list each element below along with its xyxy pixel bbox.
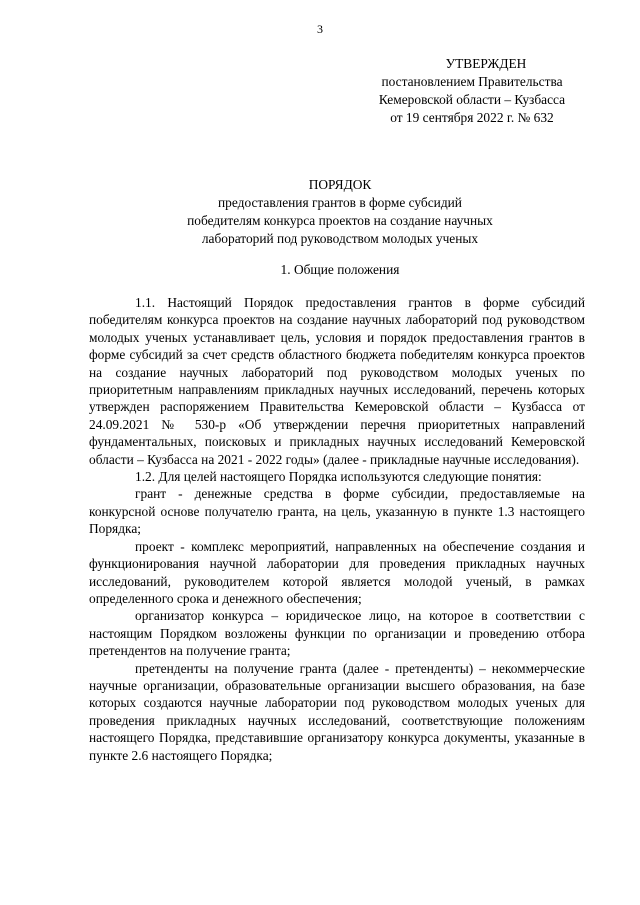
document-subtitle-line-1: предоставления грантов в форме субсидий [218, 195, 462, 210]
approval-line-2: Кемеровской области – Кузбасса [378, 92, 566, 107]
page-number: 3 [317, 22, 323, 36]
definition-organizer: организатор конкурса – юридическое лицо, на которое в соответствии с настоящим Порядком возложены функции по организации и проведению отбора претендентов на получение гранта; [89, 608, 585, 659]
approval-line-3: от 19 сентября 2022 г. № 632 [390, 110, 554, 125]
approval-title: УТВЕРЖДЕН [445, 56, 527, 71]
paragraph-1-2: 1.2. Для целей настоящего Порядка используются следующие понятия: [135, 469, 542, 485]
approval-stamp [352, 55, 592, 127]
section-body [89, 294, 585, 764]
definition-project: проект - комплекс мероприятий, направленных на обеспечение создания и функционирования научной лаборатории для проведения прикладных научных исследований, руководителем которой является молодой ученый, в рамках определенного срока и денежного обеспечения; [89, 538, 585, 606]
document-subtitle-line-3: лабораторий под руководством молодых ученых [201, 231, 479, 246]
definition-grant: грант - денежные средства в форме субсидии, предоставляемые на конкурсной основе получателю гранта, на цель, указанную в пункте 1.3 настоящего Порядка; [89, 486, 585, 537]
paragraph-1-1: 1.1. Настоящий Порядок предоставления грантов в форме субсидий победителям конкурса проектов на создание научных лабораторий под руководством молодых ученых устанавливает цель, условия и порядок предоставления грантов в форме субсидий за счет средств областного бюджета победителям конкурса проектов на создание научных лабораторий под руководством молодых ученых по приоритетным направлениям прикладных научных исследований, перечень которых утвержден распоряжением Правительства Кемеровской области – Кузбасса от 24.09.2021 № 530-р «Об утверждении перечня приоритетных направлений фундаментальных, поисковых и прикладных научных исследований Кемеровской области – Кузбасса на 2021 - 2022 годы» (далее - прикладные научные исследования). [89, 295, 585, 467]
definition-applicants: претенденты на получение гранта (далее - претенденты) – некоммерческие научные организации, образовательные организации высшего образования, на базе которых создаются научные лаборатории под руководством молодых ученых для проведения прикладных научных исследований, соответствующие положениям настоящего Порядка, представившие организатору конкурса документы, указанные в пункте 2.6 настоящего Порядка; [89, 660, 585, 763]
document-subtitle-line-2: победителям конкурса проектов на создание научных [187, 213, 493, 228]
document-title-block [80, 176, 600, 248]
section-heading: 1. Общие положения [280, 262, 400, 277]
document-title: ПОРЯДОК [308, 177, 372, 192]
approval-line-1: постановлением Правительства [381, 74, 563, 89]
